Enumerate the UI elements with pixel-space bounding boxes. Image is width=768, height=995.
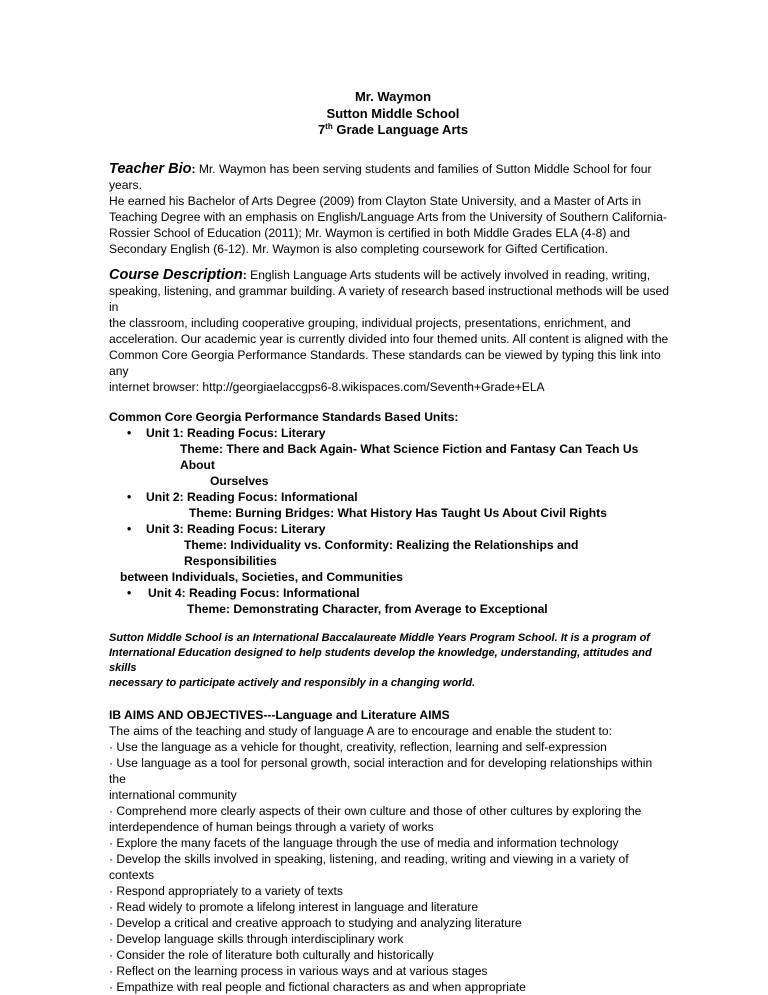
list-item xyxy=(109,521,669,585)
list-item: · Develop language skills through interdisciplinary work xyxy=(109,931,404,946)
unit-title: Unit 1: Reading Focus: Literary xyxy=(146,425,326,440)
bullet-icon: • xyxy=(127,489,132,504)
list-item xyxy=(109,489,669,521)
course-description: Course Description: English Language Arts students will be actively involved in reading, writing, speaking, listening, and grammar building. A variety of research based instructional methods will be used in the classroom, including cooperative grouping, individual projects, presentations, enrichment, and acceleration. Our academic year is currently divided into four themed units. All content is aligned with the Common Core Georgia Performance Standards. These standards can be viewed by typing this link into any internet browser: http://georgiaelaccgps6-8.wikispaces.com/Seventh+Grade+ELA xyxy=(109,266,669,394)
bullet-icon: • xyxy=(127,425,132,440)
aims-list xyxy=(109,739,669,995)
unit-title: Unit 2: Reading Focus: Informational xyxy=(146,489,358,504)
list-item: · Use the language as a vehicle for thought, creativity, reflection, learning and self-expression xyxy=(109,739,607,754)
unit-title: Unit 3: Reading Focus: Literary xyxy=(146,521,326,536)
list-item: · Empathize with real people and fictional characters as and when appropriate xyxy=(109,979,526,994)
list-item: · Read widely to promote a lifelong interest in language and literature xyxy=(109,899,479,914)
list-item xyxy=(109,585,669,617)
list-item: · Reflect on the learning process in various ways and at various stages xyxy=(109,963,488,978)
list-item: · Use language as a tool for personal growth, social interaction and for developing relationships within the xyxy=(109,755,653,786)
unit-theme: Theme: Demonstrating Character, from Average to Exceptional xyxy=(187,601,548,616)
list-item xyxy=(109,425,669,489)
bullet-icon: • xyxy=(127,521,132,536)
list-item: · Comprehend more clearly aspects of their own culture and those of other cultures by exploring the xyxy=(109,803,642,818)
bullet-icon: • xyxy=(127,585,132,600)
list-item: · Develop a critical and creative approach to studying and analyzing literature xyxy=(109,915,522,930)
document-page xyxy=(109,89,669,995)
document-header xyxy=(117,89,669,139)
list-item: · Consider the role of literature both culturally and historically xyxy=(109,947,434,962)
units-list xyxy=(109,425,669,617)
school-name: Sutton Middle School xyxy=(326,105,460,121)
unit-theme-cont: between Individuals, Societies, and Communities xyxy=(120,569,403,584)
list-item: · Develop the skills involved in speaking, listening, and reading, writing and viewing in a variety of contexts xyxy=(109,851,629,882)
unit-theme: Theme: There and Back Again- What Science Fiction and Fantasy Can Teach Us About xyxy=(180,441,639,472)
list-item: interdependence of human beings through a variety of works xyxy=(109,819,434,834)
unit-title: Unit 4: Reading Focus: Informational xyxy=(148,585,360,600)
teacher-name: Mr. Waymon xyxy=(354,89,432,104)
standards-link: internet browser: http://georgiaelaccgps6-8.wikispaces.com/Seventh+Grade+ELA xyxy=(109,379,545,394)
list-item: international community xyxy=(109,787,237,802)
units-heading: Common Core Georgia Performance Standards Based Units: xyxy=(109,409,459,424)
list-item: · Respond appropriately to a variety of texts xyxy=(109,883,343,898)
aims-heading: IB AIMS AND OBJECTIVES---Language and Literature AIMS xyxy=(109,707,450,722)
unit-theme: Theme: Individuality vs. Conformity: Realizing the Relationships and Responsibilities xyxy=(184,537,579,568)
teacher-bio: Teacher Bio: Mr. Waymon has been serving students and families of Sutton Middle School for four years. He earned his Bachelor of Arts Degree (2009) from Clayton State University, and a Master of Arts in Teaching Degree with an emphasis on English/Language Arts from the University of Southern California- Rossier School of Education (2011); Mr. Waymon is certified in both Middle Grades ELA (4-8) and Secondary English (6-12). Mr. Waymon is also completing coursework for Gifted Certification. xyxy=(109,160,667,256)
list-item: · Explore the many facets of the language through the use of media and information technology xyxy=(109,835,619,850)
aims-intro: The aims of the teaching and study of language A are to encourage and enable the student to: xyxy=(109,723,612,738)
unit-theme-cont: Ourselves xyxy=(210,473,269,488)
course-title: 7th Grade Language Arts xyxy=(317,122,469,137)
course-description-label: Course Description xyxy=(109,266,243,283)
teacher-bio-label: Teacher Bio xyxy=(109,160,192,177)
ib-program-note: Sutton Middle School is an International Baccalaureate Middle Years Program School. It is a program of International Education designed to help students develop the knowledge, understanding, attitudes and skills necessary to participate actively and responsibly in a changing world. xyxy=(109,631,652,689)
unit-theme: Theme: Burning Bridges: What History Has Taught Us About Civil Rights xyxy=(189,505,607,520)
